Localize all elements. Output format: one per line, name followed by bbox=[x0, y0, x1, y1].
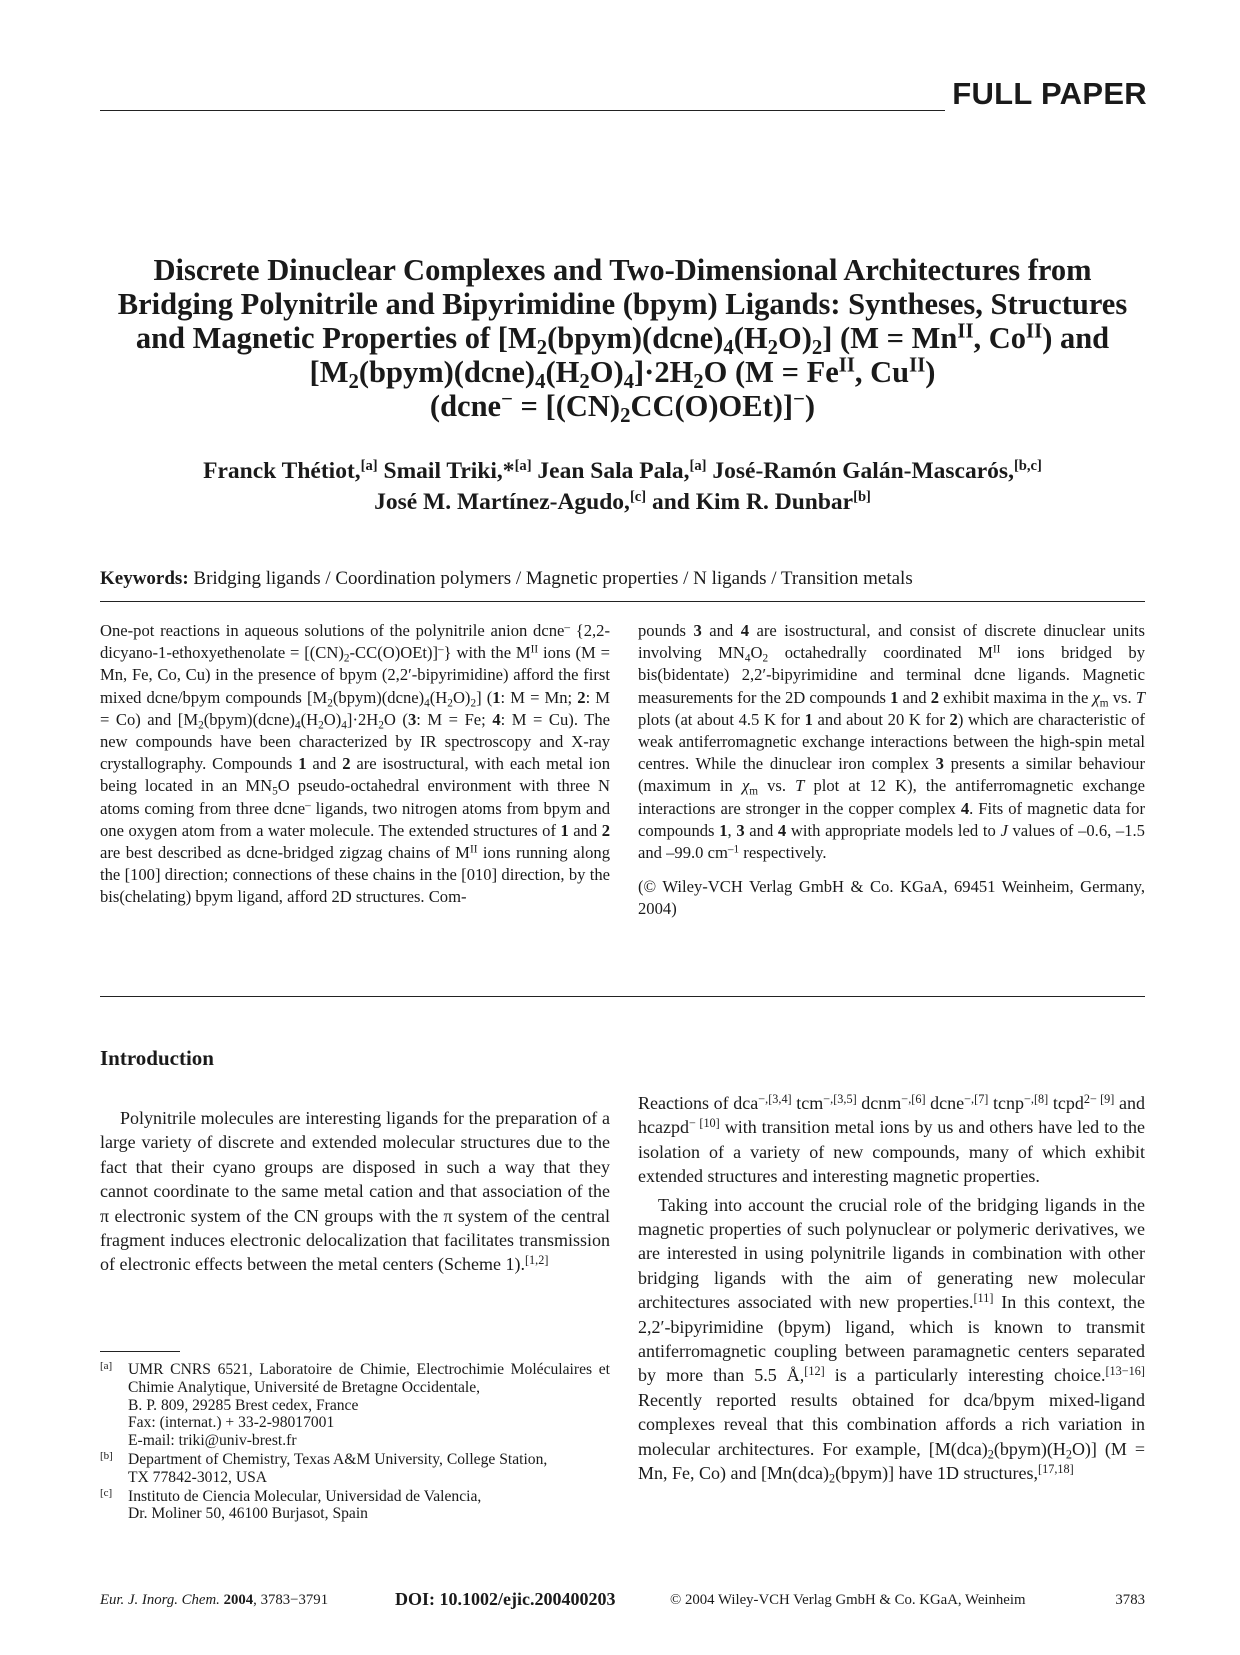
footer-citation: Eur. J. Inorg. Chem. 2004, 3783−3791 bbox=[100, 1592, 329, 1608]
paper-title bbox=[100, 253, 1145, 428]
affiliation-a-marker: [a] bbox=[100, 1360, 113, 1372]
abstract-copyright: (© Wiley-VCH Verlag GmbH & Co. KGaA, 69451 Weinheim, Germany, 2004) bbox=[638, 877, 1145, 919]
footer-copyright: © 2004 Wiley-VCH Verlag GmbH & Co. KGaA, Weinheim bbox=[670, 1592, 1026, 1608]
intro-paragraph-1: Polynitrile molecules are interesting ligands for the preparation of a large variety of discrete and extended molecular structures due to the fact that their cyano groups are disposed in such a way that they cannot coordinate to the same metal cation and that association of the π electronic system of the CN groups with the π system of the central fragment induces electronic delocalization that facilitates transmission of electronic effects between the metal centers (Scheme 1).[1,2] bbox=[100, 1108, 610, 1275]
intro-left-column bbox=[100, 1106, 610, 1277]
keywords bbox=[100, 568, 1145, 590]
keywords-text: Bridging ligands / Coordination polymers / Magnetic properties / N ligands / Transition metals bbox=[188, 568, 913, 589]
affiliation-b: [b] Department of Chemistry, Texas A&M University, College Station, TX 77842-3012, USA bbox=[100, 1449, 548, 1486]
abstract-right-text: pounds 3 and 4 are isostructural, and consist of discrete dinuclear units involving $MN_4O_2$ octahedrally coordinated $M^{II}$ ions bridged by bis(bidentate) 2,2′-bipyrimidine and terminal dcne ligands. Magnetic measurements for the 2D compounds 1 and 2 exhibit maxima in the $\chi_m$ vs. T plots (at about 4.5 K for 1 and about 20 K for 2) which are characteristic of weak antiferromagnetic exchange interactions between the high-spin metal centres. While the dinuclear iron complex 3 presents a similar behaviour (maximum in $\chi_m$ vs. T plot at 12 K), the antiferromagnetic exchange interactions are stronger in the copper complex 4. Fits of magnetic data for compounds 1, 3 and 4 with appropriate models led to J values of –0.6, –1.5 and –99.0 $cm^{-1}$ respectively. bbox=[638, 621, 1146, 863]
affiliation-email: E-mail: triki@univ-brest.fr bbox=[128, 1432, 297, 1450]
intro-paragraph-3: Taking into account the crucial role of the bridging ligands in the magnetic properties of such polynuclear or polymeric derivatives, we are interested in using polynitrile ligands in combination with other bridging ligands with the aim of generating new molecular architectures associated with new properties.[11] In this context, the 2,2′-bipyrimidine (bpym) ligand, which is known to transmit antiferromagnetic coupling between paramagnetic centers separated by more than 5.5 Å,[12] is a particularly interesting choice.[13−16] Recently reported results obtained for dca/bpym mixed-ligand complexes reveal that this combination affords a rich variation in molecular architectures. For example, $[M(dca)_2(bpym)(H_2O)] (M = Mn$, Fe, Co) and $[Mn(dca)_2(bpym)]$ have 1D structures,[17,18] bbox=[638, 1194, 1145, 1486]
abstract-bottom-rule bbox=[100, 996, 1145, 997]
footnote-rule bbox=[100, 1351, 180, 1352]
header-rule bbox=[100, 110, 945, 111]
footer-doi: DOI: 10.1002/ejic.200400203 bbox=[395, 1589, 616, 1609]
author-line-1: Franck Thétiot,[a] Smail Triki,*[a] Jean Sala Pala,[a] José-Ramón Galán-Mascarós,[b,c] bbox=[203, 458, 1042, 484]
abstract-right-column bbox=[638, 620, 1145, 921]
title-line-5: (dcne− = $[(CN)_2CC(O)OEt)]^-$) bbox=[429, 388, 816, 428]
intro-right-column bbox=[638, 1091, 1145, 1486]
affiliation-c: [c] Instituto de Ciencia Molecular, Universidad de Valencia, Dr. Moliner 50, 46100 Burjasot, Spain bbox=[100, 1486, 482, 1523]
section-label: FULL PAPER bbox=[952, 76, 1147, 111]
author-list bbox=[100, 456, 1145, 518]
author-line-2: José M. Martínez-Agudo,[c] and Kim R. Dunbar[b] bbox=[374, 489, 871, 515]
section-heading-introduction: Introduction bbox=[100, 1046, 214, 1070]
title-line-1: Discrete Dinuclear Complexes and Two-Dimensional Architectures from bbox=[153, 253, 1092, 287]
title-line-4: $[M_2(bpym)(dcne)_4(H_2O)_4]\cdot 2H_2O$ ($M = Fe^{II}$, $Cu^{II}$) bbox=[309, 354, 936, 394]
page-number: 3783 bbox=[1115, 1592, 1145, 1608]
abstract-top-rule bbox=[100, 601, 1145, 602]
affiliation-a: [a] UMR CNRS 6521, Laboratoire de Chimie, Electrochimie Moléculaires et Chimie Analytique, Université de Bretagne Occidentale, B. P. 809, 29285 Brest cedex, France Fax: (internat.) + 33-2-98017001 E-mail: triki@univ-brest.fr bbox=[100, 1360, 610, 1450]
keywords-label: Keywords: bbox=[100, 568, 189, 589]
abstract-left-column: One-pot reactions in aqueous solutions of the polynitrile anion dcne– {2,2-dicyano-1-ethoxyethenolate = $[(CN)_2-CC(O)OEt)]^-$} with the $M^{II}$ ions (M = Mn, Fe, Co, Cu) in the presence of bpym (2,2′-bipyrimidine) afford the first mixed dcne/bpym compounds $[M_2(bpym)(dcne)_4(H_2O)_2]$ (1: M = Mn; 2: M = Co) and $[M_2(bpym)(dcne)_4(H_2O)_4]\cdot 2H_2O$ (3: M = Fe; 4: M = Cu). The new compounds have been characterized by IR spectroscopy and X-ray crystallography. Compounds 1 and 2 are isostructural, with each metal ion being located in an $MN_5O$ pseudo-octahedral environment with three N atoms coming from three dcne– ligands, two nitrogen atoms from bpym and one oxygen atom from a water molecule. The extended structures of 1 and 2 are best described as dcne-bridged zigzag chains of $M^{II}$ ions running along the [100] direction; connections of these chains in the [010] direction, by the bis(chelating) bpym ligand, afford 2D structures. Com- bbox=[100, 621, 611, 907]
title-line-3: and Magnetic Properties of $[M_2(bpym)(dcne)_4(H_2O)_2] (M = Mn^{II}$, $Co^{II}$) and bbox=[135, 320, 1110, 360]
intro-paragraph-2: Reactions of dca$^{-,[3,4]}$ tcm$^{-,[3,5]}$ dcnm$^{-,[6]}$ dcne$^{-,[7]}$ tcnp$^{-,[8]}$ tcpd$^{2- [9]}$ and hcazpd$^{- [10]}$ with transition metal ions by us and others have led to the isolation of a variety of new compounds, many of which exhibit extended structures and interesting magnetic properties. bbox=[638, 1091, 1145, 1187]
affiliations bbox=[100, 1361, 610, 1524]
affiliation-b-marker: [b] bbox=[100, 1449, 113, 1462]
affiliation-c-marker: [c] bbox=[100, 1486, 113, 1499]
title-line-2: Bridging Polynitrile and Bipyrimidine (bpym) Ligands: Syntheses, Structures bbox=[117, 287, 1128, 321]
